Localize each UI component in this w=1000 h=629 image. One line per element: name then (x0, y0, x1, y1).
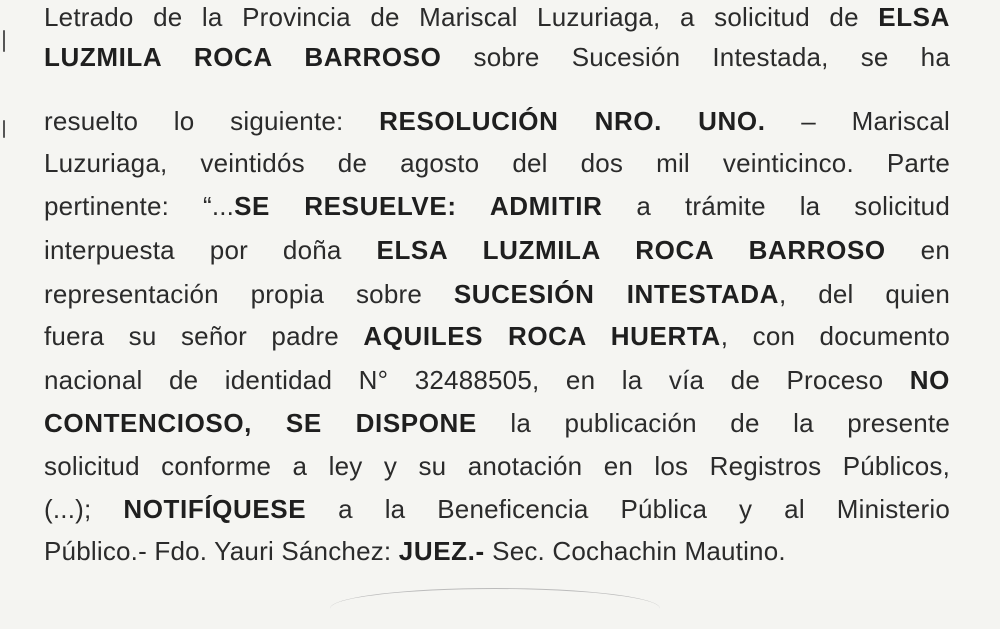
document-line (44, 315, 950, 357)
text-segment: Luzuriaga, veintidós de agosto del dos mil veinticinco. Parte (44, 148, 950, 178)
margin-mark (3, 30, 5, 52)
document-line (44, 445, 950, 487)
margin-mark (3, 120, 5, 138)
document-line (44, 359, 950, 401)
bold-text: CONTENCIOSO, SE DISPONE (44, 408, 477, 438)
text-segment: representación propia sobre (44, 279, 454, 309)
text-segment: , del quien (778, 279, 950, 309)
bold-text: NOTIFÍQUESE (123, 494, 307, 524)
text-segment: Público.- Fdo. Yauri Sánchez: (44, 536, 399, 566)
text-segment: resuelto lo siguiente: (44, 106, 380, 136)
document-line (44, 229, 950, 271)
text-segment: Sec. Cochachin Mautino. (484, 536, 786, 566)
document-line (44, 530, 950, 572)
bold-text: ELSA (878, 2, 950, 32)
text-segment: sobre Sucesión Intestada, se ha (441, 42, 950, 72)
bold-text: ELSA LUZMILA ROCA BARROSO (376, 235, 886, 265)
text-segment: , con documento (720, 321, 950, 351)
text-segment: fuera su señor padre (44, 321, 364, 351)
document-line (44, 36, 950, 78)
bold-text: AQUILES ROCA HUERTA (363, 321, 721, 351)
text-segment: la publicación de la presente (476, 408, 951, 438)
bold-text: NO (909, 365, 950, 395)
text-segment: nacional de identidad N° 32488505, en la vía de Proceso (44, 365, 910, 395)
document-line (44, 273, 950, 315)
text-segment: solicitud conforme a ley y su anotación en los Registros Públicos, (44, 451, 950, 481)
document-line (44, 0, 950, 38)
text-segment: Letrado de la Provincia de Mariscal Luzuriaga, a solicitud de (44, 2, 879, 32)
text-segment: – Mariscal (765, 106, 950, 136)
document-line (44, 142, 950, 184)
bold-text: SUCESIÓN INTESTADA (453, 279, 779, 309)
bold-text: LUZMILA ROCA BARROSO (44, 42, 442, 72)
text-segment: (...); (44, 494, 124, 524)
bold-text: SE RESUELVE: ADMITIR (234, 191, 603, 221)
bold-text: JUEZ.- (398, 536, 485, 566)
document-line (44, 402, 950, 444)
bold-text: RESOLUCIÓN NRO. UNO. (379, 106, 766, 136)
document-line (44, 488, 950, 530)
text-segment: a trámite la solicitud (602, 191, 950, 221)
text-segment: pertinente: “... (44, 191, 235, 221)
stamp-arc (330, 588, 660, 629)
text-segment: en (885, 235, 950, 265)
text-segment: interpuesta por doña (44, 235, 377, 265)
document-line (44, 185, 950, 227)
text-segment: a la Beneficencia Pública y al Ministerio (306, 494, 950, 524)
document-line (44, 100, 950, 142)
